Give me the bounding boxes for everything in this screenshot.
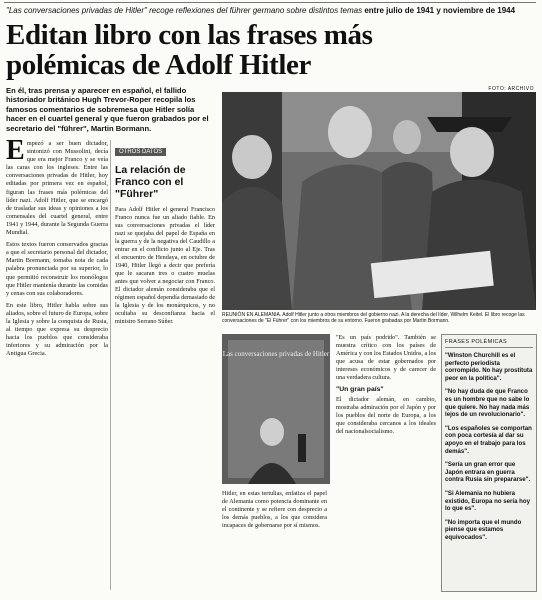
article-column-3 <box>336 334 436 436</box>
sidebar-tag: OTROS DATOS <box>115 148 166 156</box>
article-column-2: Hitler, en estas tertulias, enfatiza el papel de Alemania como potencia dominante en el continente y se refiere con desprecio a los demás pueblos, a los que considera incapaces de gobernarse por sí mismos. <box>222 490 327 529</box>
quote-item: "Winston Churchill es el perfecto periodista corrompido. No hay prostituta peor en la política". <box>445 352 533 382</box>
sidebar-text: Para Adolf Hitler el general Francisco Franco nunca fue un aliado fiable. En sus conversaciones privadas el líder nazi se quejaba del papel de España en la guerra y de la negativa del Caudillo a entrar en el conflicto junto al Eje. Tras el encuentro de Hendaya, en octubre de 1940, Hitler llegó a decir que prefería que le sacaran tres o cuatro muelas antes que volver a negociar con Franco. El dictador alemán consideraba que el régimen español dependía demasiado de la Iglesia y de los monárquicos, y no ocultaba su desconfianza hacia el ministro Serrano Súñer. <box>115 206 215 325</box>
paragraph: Empezó a ser buen dictador, sintonizó con Mussolini, decía que era mejor Franco y se veía las caras con los ingleses. Entre las conversaciones privadas de Hitler, hoy editadas por primera vez en español, figuran las frases más polémicas del líder nazi. Adolf Hitler, que se encargó de trasladar sus ideas y opiniones a los comensales del cuartel general, entre 1941 y 1944, durante la Segunda Guerra Mundial. <box>6 135 108 237</box>
paragraph: "Es un país podrido". También se muestra crítico con los países de América y con los Estados Unidos, a los que acusa de estar gobernados por intereses económicos y de carecer de una verdadera cultura. <box>336 334 437 381</box>
column-divider <box>110 140 111 590</box>
photo-caption: REUNIÓN EN ALEMANIA. Adolf Hitler junto a otros miembros del gobierno nazi. A la derecha del líder, Wilhelm Keitel. El libro recoge las conversaciones de "El Führer" con los miembros de su entorno. Fueron grabadas por Martin Bormann. <box>222 312 525 325</box>
paragraph: El dictador alemán, en cambio, mostraba admiración por el Japón y por los pueblos del norte de Europa, a los que consideraba cercanos a los ideales del nacionalsocialismo. <box>336 396 436 435</box>
headline: Editan libro con las frases más polémicas de Adolf Hitler <box>6 19 373 81</box>
quote-item: "No hay duda de que Franco es un hombre que no sabe lo que quiere. No hay nada más lejos de un revolucionario". <box>445 388 530 419</box>
kicker-dates: entre julio de 1941 y noviembre de 1944 <box>364 6 516 15</box>
subhead: "Un gran país" <box>336 386 384 393</box>
drop-cap: E <box>6 135 25 166</box>
book-cover-title: Las conversaciones privadas de Hitler <box>222 350 330 358</box>
dek: En él, tras prensa y aparecer en español, el fallido historiador británico Hugh Trevor-Roper recopila los famosos comentarios de sobremesa que Hitler solía hacer en el cuartel general y que fueron grabados por el secretario del "führer", Martin Bormann. <box>6 86 209 133</box>
quote-item: "Si Alemania no hubiera existido, Europa no sería hoy lo que es". <box>445 489 530 513</box>
sidebar-title: La relación de Franco con el "Führer" <box>115 164 186 200</box>
quote-item: "Sería un gran error que Japón entrara en guerra contra Rusia sin prepararse". <box>445 461 531 484</box>
quotes-box <box>441 334 537 592</box>
top-rule <box>4 2 536 3</box>
sidebar-box <box>115 140 215 580</box>
paragraph: Estos textos fueron conservados gracias a que el secretario personal del dictador, Martin Bormann, tomaba nota de cada palabra pronunciada por su superior, lo que permitió reconstruir los monólogos que Hitler mantenía durante las comidas y cenas con sus colaboradores. <box>6 241 108 297</box>
photo-credit: FOTO: ARCHIVO <box>488 86 534 92</box>
kicker-text: "Las conversaciones privadas de Hitler" recoge reflexiones del führer germano sobre distintos temas <box>6 6 363 15</box>
quote-item: "Los españoles se comportan con poca cortesía al dar su apoyo en el trabajo para los demás". <box>445 424 532 455</box>
main-photo <box>222 92 536 310</box>
quotes-header: FRASES POLÉMICAS <box>445 339 533 348</box>
article-column-1 <box>6 135 108 362</box>
quote-item: "No importa que el mundo piense que estamos equivocados". <box>445 518 522 541</box>
kicker <box>6 6 536 15</box>
book-cover-photo <box>222 334 330 484</box>
paragraph: En este libro, Hitler habla sobre sus aliados, sobre el futuro de Europa, sobre la Iglesia y sobre la conquista de Rusia, al tiempo que expresa su desprecio hacia los pueblos que consideraba inferiores y su admiración por la Antigua Grecia. <box>6 301 108 358</box>
